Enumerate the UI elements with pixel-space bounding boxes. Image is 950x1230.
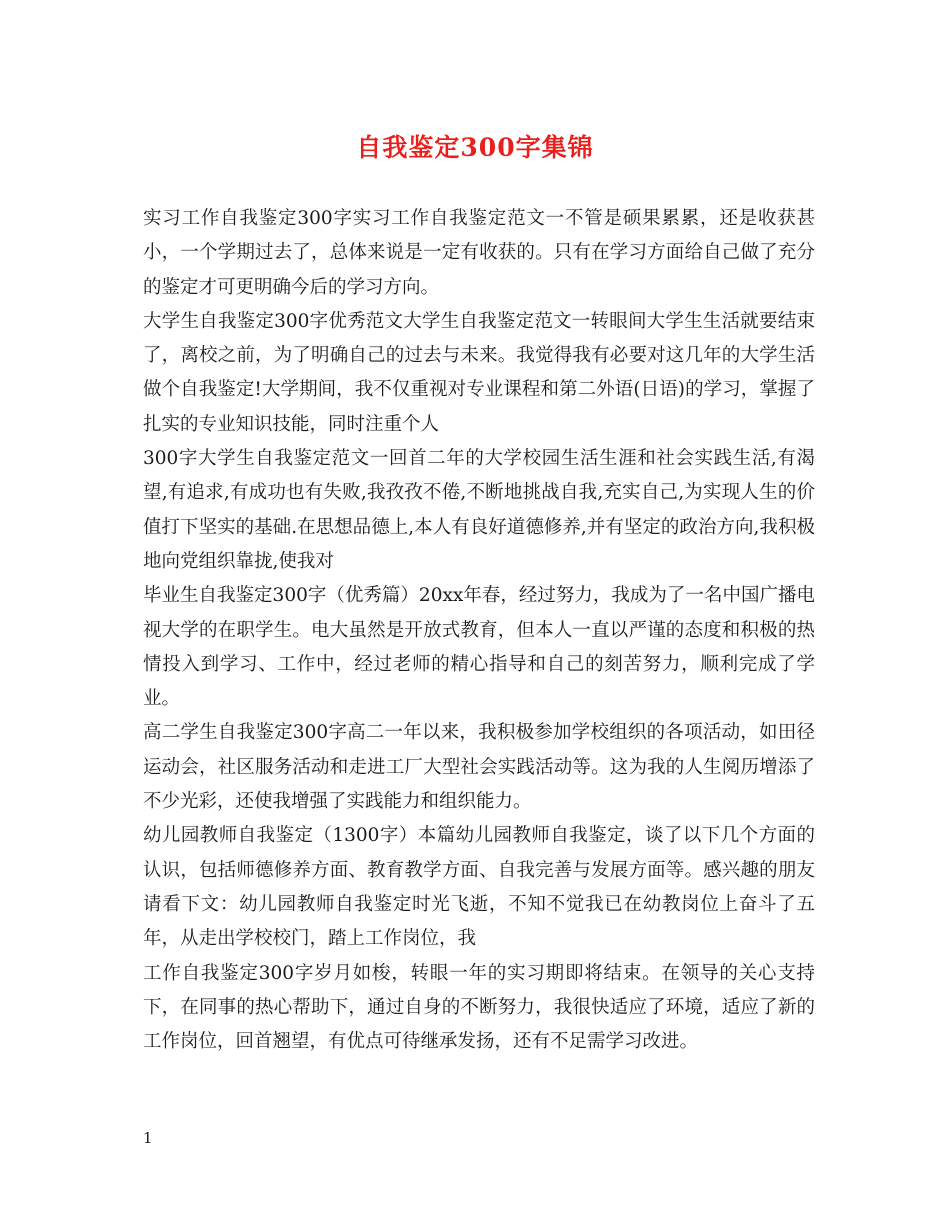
paragraph-high-school: 高二学生自我鉴定300字高二一年以来，我积极参加学校组织的各项活动，如田径运动会，社区服务活动和走进工厂大型社会实践活动等。这为我的人生阅历增添了不少光彩，还使我增强了实践能力和组织能力。 (143, 722, 815, 813)
paragraph-internship: 实习工作自我鉴定300字实习工作自我鉴定范文一不管是硕果累累，还是收获甚小，一个学期过去了，总体来说是一定有收获的。只有在学习方面给自己做了充分的鉴定才可更明确今后的学习方向。 (143, 208, 815, 298)
page-number: 1 (143, 1129, 153, 1147)
paragraph-graduate: 毕业生自我鉴定300字（优秀篇）20xx年春，经过努力，我成为了一名中国广播电视大学的在职学生。电大虽然是开放式教育，但本人一直以严谨的态度和积极的热情投入到学习、工作中，经过老师的精心指导和自己的刻苦努力，顺利完成了学业。 (143, 585, 815, 710)
paragraph-college-review: 300字大学生自我鉴定范文一回首二年的大学校园生活生涯和社会实践生活,有渴望,有追求,有成功也有失败,我孜孜不倦,不断地挑战自我,充实自己,为实现人生的价值打下坚实的基础.在思想品德上,本人有良好道德修养,并有坚定的政治方向,我积极地向党组织靠拢,使我对 (143, 448, 815, 572)
document-body (143, 202, 815, 1059)
document-title: 自我鉴定300字集锦 (356, 133, 594, 162)
paragraph-university-student: 大学生自我鉴定300字优秀范文大学生自我鉴定范文一转眼间大学生生活就要结束了，离校之前，为了明确自己的过去与未来。我觉得我有必要对这几年的大学生活做个自我鉴定!大学期间，我不仅重视对专业课程和第二外语(日语)的学习，掌握了扎实的专业知识技能，同时注重个人 (143, 310, 815, 435)
paragraph-kindergarten-teacher: 幼儿园教师自我鉴定（1300字）本篇幼儿园教师自我鉴定，谈了以下几个方面的认识，包括师德修养方面、教育教学方面、自我完善与发展方面等。感兴趣的朋友请看下文：幼儿园教师自我鉴定时光飞逝，不知不觉我已在幼教岗位上奋斗了五年，从走出学校校门，踏上工作岗位，我 (143, 825, 815, 950)
paragraph-work: 工作自我鉴定300字岁月如梭，转眼一年的实习期即将结束。在领导的关心支持下，在同事的热心帮助下，通过自身的不断努力，我很快适应了环境，适应了新的工作岗位，回首翘望，有优点可待继承发扬，还有不足需学习改进。 (143, 962, 815, 1053)
